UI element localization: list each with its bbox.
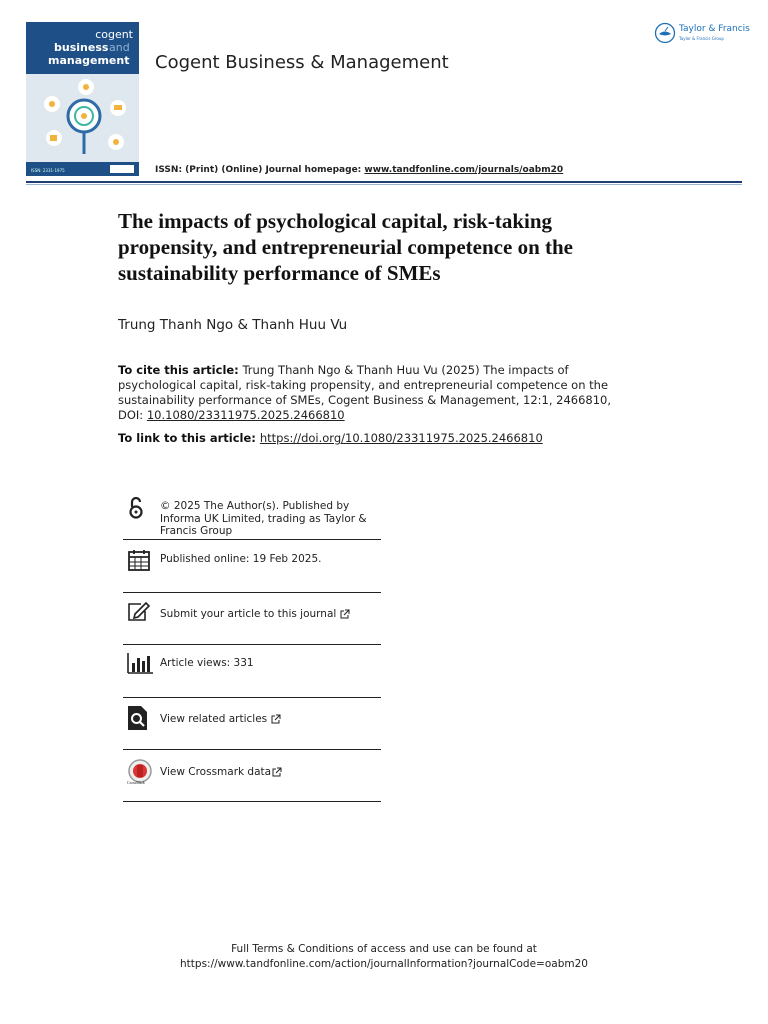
terms-line: Full Terms & Conditions of access and use can be found at xyxy=(231,943,537,955)
external-link-icon xyxy=(272,767,282,777)
article-title-line: sustainability performance of SMEs xyxy=(118,261,441,285)
submit-row[interactable] xyxy=(123,598,381,642)
article-authors: Trung Thanh Ngo & Thanh Huu Vu xyxy=(118,317,348,333)
citation-label: To cite this article: xyxy=(118,363,239,377)
crossmark-row[interactable] xyxy=(123,756,381,800)
cover-word-and: and xyxy=(109,41,130,54)
related-text: View related articles xyxy=(160,713,268,725)
article-title-line: The impacts of psychological capital, risk-taking xyxy=(118,209,553,233)
crossmark-caption: CrossMark xyxy=(127,780,145,785)
cover-illustration xyxy=(26,74,139,164)
terms-url[interactable]: https://www.tandfonline.com/action/journalInformation?journalCode=oabm20 xyxy=(180,958,588,970)
views-row xyxy=(123,650,381,694)
external-link-icon xyxy=(340,609,350,619)
cover-word-management: management xyxy=(48,54,130,67)
journal-homepage-link[interactable]: www.tandfonline.com/journals/oabm20 xyxy=(364,165,564,175)
info-divider xyxy=(123,801,381,802)
cover-publisher-logo xyxy=(110,165,134,173)
open-access-text: © 2025 The Author(s). Published by Informa UK Limited, trading as Taylor & Francis Group xyxy=(160,500,367,537)
header-rule xyxy=(26,181,742,183)
search-document-icon xyxy=(127,705,149,731)
cover-word-cogent: cogent xyxy=(95,28,133,41)
related-row[interactable] xyxy=(123,703,381,747)
related-articles-link[interactable] xyxy=(160,713,385,726)
external-link-icon xyxy=(271,714,281,724)
submit-text: Submit your article to this journal xyxy=(160,608,337,620)
terms-footer xyxy=(0,942,768,972)
citation-doi-link[interactable]: 10.1080/23311975.2025.2466810 xyxy=(146,408,345,422)
publisher-sub: Taylor & Francis Group xyxy=(679,36,724,41)
journal-cover xyxy=(26,22,139,176)
cover-issn: ISSN: 2331-1975 xyxy=(31,168,65,173)
crossmark-link[interactable] xyxy=(160,766,385,779)
info-divider xyxy=(123,592,381,593)
info-divider xyxy=(123,749,381,750)
journal-title: Cogent Business & Management xyxy=(155,52,449,73)
info-divider xyxy=(123,644,381,645)
article-title-line: propensity, and entrepreneurial competence on the xyxy=(118,235,573,259)
publisher-lamp-icon xyxy=(654,22,676,44)
open-access-row xyxy=(123,494,381,538)
published-row xyxy=(123,546,381,590)
submit-link[interactable] xyxy=(160,608,385,621)
article-link-label: To link to this article: xyxy=(118,431,260,445)
article-doi-url[interactable]: https://doi.org/10.1080/23311975.2025.2466810 xyxy=(259,431,543,445)
calendar-icon xyxy=(127,548,151,572)
edit-icon xyxy=(127,600,151,622)
publisher-name: Taylor & Francis xyxy=(679,24,750,34)
article-views: Article views: 331 xyxy=(160,657,254,669)
issn-line xyxy=(155,165,563,175)
issn-label: ISSN: (Print) (Online) Journal homepage: xyxy=(155,165,365,175)
citation-block xyxy=(118,363,638,423)
citation-text: Trung Thanh Ngo & Thanh Huu Vu (2025) The impacts of psychological capital, risk-taking propensity, and entrepreneurial competence on the sustainability performance of SMEs, Cogent Business & Management, 12:1, 2466810, DOI: xyxy=(118,363,612,422)
bar-chart-icon xyxy=(127,652,153,674)
publisher-logo[interactable] xyxy=(654,22,750,46)
info-divider xyxy=(123,697,381,698)
crossmark-text: View Crossmark data xyxy=(160,766,272,778)
article-link-line xyxy=(118,431,543,445)
article-title xyxy=(118,208,638,286)
published-date: Published online: 19 Feb 2025. xyxy=(160,553,322,565)
cover-word-business: business xyxy=(54,41,109,54)
header-rule-secondary xyxy=(26,184,742,185)
open-access-icon xyxy=(127,496,145,520)
info-divider xyxy=(123,539,381,540)
